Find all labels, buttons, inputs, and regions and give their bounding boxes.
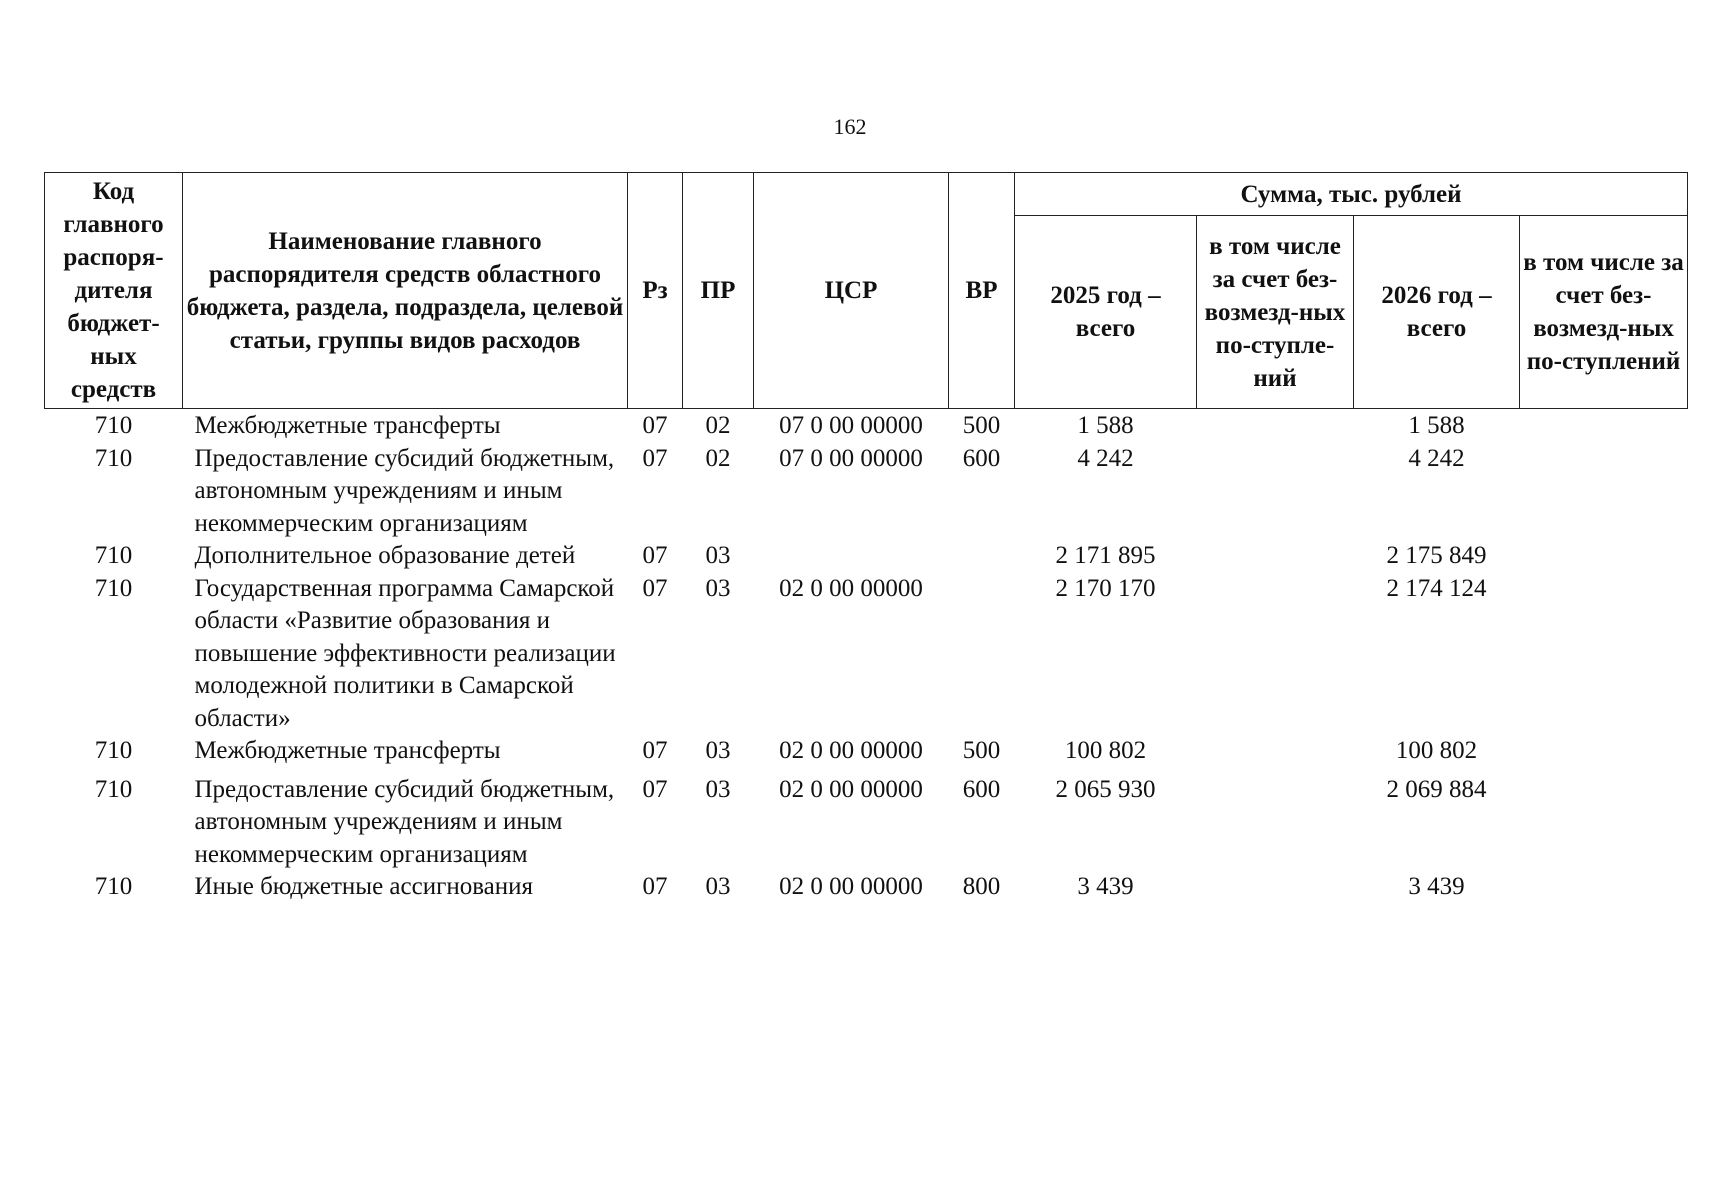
header-2025-free: в том числе за счет без-возмезд-ных по-ступле-ний — [1197, 216, 1354, 409]
cell-vr: 800 — [962, 873, 1001, 900]
cell-2026-free — [1520, 443, 1688, 541]
cell-name: Государственная программа Самарской области «Развитие образования и повышение эффективности реализации молодежной политики в Самарской области» — [194, 574, 616, 732]
cell-2025-total: 1 588 — [1077, 412, 1134, 439]
header-pr: ПР — [683, 173, 754, 409]
cell-2025-total: 2 065 930 — [1055, 775, 1156, 803]
budget-table — [44, 172, 1688, 904]
header-rz: Рз — [628, 173, 683, 409]
cell-rz: 07 — [642, 444, 668, 472]
cell-2026-free — [1520, 573, 1688, 736]
cell-vr — [949, 540, 1015, 573]
header-2025-total: 2025 год – всего — [1015, 216, 1197, 409]
cell-2026-total: 4 242 — [1408, 444, 1465, 472]
cell-2026-total: 100 802 — [1395, 737, 1478, 764]
cell-2025-total: 4 242 — [1077, 444, 1134, 472]
cell-pr: 02 — [705, 444, 731, 472]
cell-rz: 07 — [642, 542, 668, 569]
cell-vr — [949, 573, 1015, 736]
cell-csr: 07 0 00 00000 — [779, 444, 923, 472]
header-2026-free: в том числе за счет без-возмезд-ных по-ступлений — [1520, 216, 1688, 409]
cell-name: Межбюджетные трансферты — [194, 737, 501, 764]
cell-code: 710 — [94, 873, 133, 900]
table-row — [45, 443, 1688, 541]
cell-code: 710 — [94, 775, 133, 803]
header-csr: ЦСР — [754, 173, 949, 409]
cell-code: 710 — [94, 412, 133, 439]
cell-2025-free — [1197, 735, 1354, 768]
cell-name: Иные бюджетные ассигнования — [194, 873, 534, 900]
cell-rz: 07 — [642, 412, 668, 439]
cell-2026-total: 3 439 — [1408, 873, 1465, 900]
table-row — [45, 768, 1688, 872]
table-header — [45, 173, 1688, 409]
table-row — [45, 540, 1688, 573]
cell-vr: 600 — [962, 444, 1001, 472]
header-sum: Сумма, тыс. рублей — [1015, 173, 1688, 216]
cell-2026-free — [1520, 871, 1688, 904]
table-row — [45, 735, 1688, 768]
table-row — [45, 573, 1688, 736]
cell-2026-total: 2 174 124 — [1386, 574, 1487, 602]
cell-2026-total: 2 175 849 — [1386, 542, 1487, 569]
cell-2026-free — [1520, 409, 1688, 443]
cell-2025-free — [1197, 409, 1354, 443]
cell-2025-total: 2 170 170 — [1055, 574, 1156, 602]
cell-name: Дополнительное образование детей — [194, 542, 576, 569]
cell-csr: 07 0 00 00000 — [779, 412, 923, 439]
cell-csr: 02 0 00 00000 — [779, 737, 923, 764]
cell-2026-free — [1520, 540, 1688, 573]
cell-csr: 02 0 00 00000 — [779, 775, 923, 803]
cell-vr: 600 — [962, 775, 1001, 803]
cell-pr: 03 — [705, 873, 731, 900]
cell-code: 710 — [94, 542, 133, 569]
cell-csr: 02 0 00 00000 — [779, 873, 923, 900]
cell-2025-free — [1197, 540, 1354, 573]
cell-name: Предоставление субсидий бюджетным, автономным учреждениям и иным некоммерческим организациям — [194, 775, 615, 868]
cell-name: Предоставление субсидий бюджетным, автономным учреждениям и иным некоммерческим организациям — [194, 444, 615, 537]
page-number: 162 — [833, 114, 867, 139]
header-code: Код главного распоря-дителя бюджет-ных средств — [45, 173, 183, 409]
cell-pr: 03 — [705, 542, 731, 569]
cell-rz: 07 — [642, 574, 668, 602]
cell-2026-total: 2 069 884 — [1386, 775, 1487, 803]
table-row — [45, 871, 1688, 904]
cell-code: 710 — [94, 574, 133, 602]
cell-2025-total: 2 171 895 — [1055, 542, 1156, 569]
cell-name: Межбюджетные трансферты — [194, 412, 501, 439]
cell-pr: 02 — [705, 412, 731, 439]
cell-pr: 03 — [705, 737, 731, 764]
cell-pr: 03 — [705, 574, 731, 602]
cell-csr: 02 0 00 00000 — [779, 574, 923, 602]
cell-vr: 500 — [962, 737, 1001, 764]
cell-2025-free — [1197, 871, 1354, 904]
cell-2026-total: 1 588 — [1408, 412, 1465, 439]
header-vr: ВР — [949, 173, 1015, 409]
cell-2025-total: 100 802 — [1064, 737, 1147, 764]
cell-code: 710 — [94, 444, 133, 472]
cell-vr: 500 — [962, 412, 1001, 439]
cell-2026-free — [1520, 768, 1688, 872]
cell-rz: 07 — [642, 737, 668, 764]
cell-2025-free — [1197, 443, 1354, 541]
cell-code: 710 — [94, 737, 133, 764]
cell-2025-total: 3 439 — [1077, 873, 1134, 900]
table-body — [45, 409, 1688, 904]
cell-csr — [754, 540, 949, 573]
table-row — [45, 409, 1688, 443]
cell-2025-free — [1197, 768, 1354, 872]
cell-pr: 03 — [705, 775, 731, 803]
cell-rz: 07 — [642, 873, 668, 900]
header-name: Наименование главного распорядителя средств областного бюджета, раздела, подраздела, целевой статьи, группы видов расходов — [183, 173, 628, 409]
cell-2026-free — [1520, 735, 1688, 768]
cell-2025-free — [1197, 573, 1354, 736]
header-2026-total: 2026 год – всего — [1354, 216, 1520, 409]
cell-rz: 07 — [642, 775, 668, 803]
